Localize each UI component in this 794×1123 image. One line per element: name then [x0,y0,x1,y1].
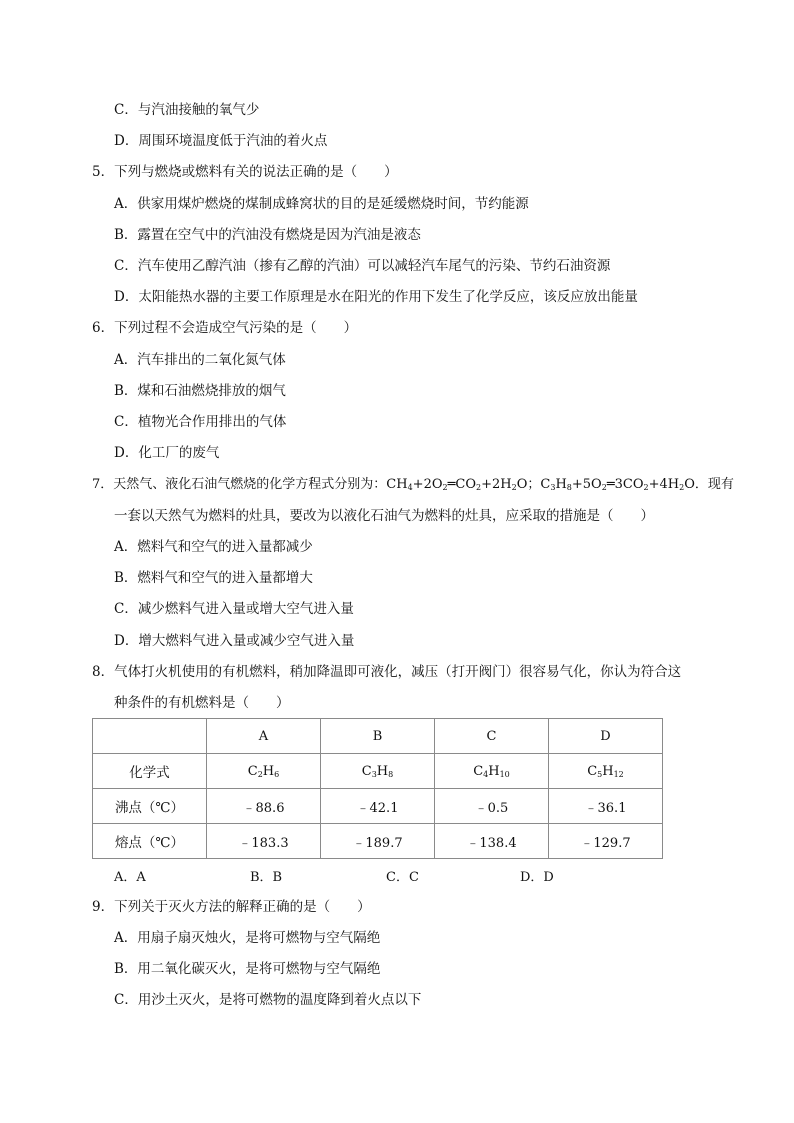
formula-d: $C_5H_{12}$ [549,754,663,789]
q5-option-d: D．太阳能热水器的主要工作原理是水在阳光的作用下发生了化学反应，该反应放出能量 [114,289,638,305]
row-label-formula: 化学式 [93,754,207,789]
q8-choice-d: D．D [520,870,554,885]
q8-choice-c: C．C [386,870,419,885]
q9-stem: 9．下列关于灭火方法的解释正确的是（ ） [92,899,371,915]
q8-choice-b: B．B [250,870,283,885]
q7-equation-methane: $CH_4+2O_2═CO_2+2H_2O$； [386,477,541,492]
melting-point-c: ﹣138.4 [435,824,549,859]
row-label-boiling-point: 沸点（℃） [93,789,207,824]
q6-option-c: C．植物光合作用排出的气体 [114,414,287,430]
boiling-point-d: ﹣36.1 [549,789,663,824]
q9-option-c: C．用沙土灭火，是将可燃物的温度降到着火点以下 [114,992,422,1008]
q5-stem: 5．下列与燃烧或燃料有关的说法正确的是（ ） [92,164,398,180]
melting-point-d: ﹣129.7 [549,824,663,859]
table-row-formula [93,754,663,789]
row-label-melting-point: 熔点（℃） [93,824,207,859]
boiling-point-c: ﹣0.5 [435,789,549,824]
q7-option-a: A．燃料气和空气的进入量都减少 [114,539,313,555]
q9-option-b: B．用二氧化碳灭火，是将可燃物与空气隔绝 [114,961,381,977]
table-header-b: B [321,719,435,754]
table-row-melting-point [93,824,663,859]
q8-data-table [92,718,663,859]
boiling-point-a: ﹣88.6 [207,789,321,824]
melting-point-a: ﹣183.3 [207,824,321,859]
q5-option-a: A．供家用煤炉燃烧的煤制成蜂窝状的目的是延缓燃烧时间，节约能源 [114,196,529,212]
q8-stem: 8．气体打火机使用的有机燃料，稍加降温即可液化，减压（打开阀门）很容易气化，你认为符合这 [92,664,682,680]
q7-option-c: C．减少燃料气进入量或增大空气进入量 [114,601,354,617]
q6-option-b: B．煤和石油燃烧排放的烟气 [114,383,286,399]
table-corner-cell [93,719,207,754]
q7-stem-text: 7．天然气、液化石油气燃烧的化学方程式分别为： [92,477,387,492]
table-header-a: A [207,719,321,754]
q6-stem: 6．下列过程不会造成空气污染的是（ ） [92,320,358,336]
q5-option-b: B．露置在空气中的汽油没有燃烧是因为汽油是液态 [114,227,421,243]
q7-option-b: B．燃料气和空气的进入量都增大 [114,570,313,586]
table-row-boiling-point [93,789,663,824]
boiling-point-b: ﹣42.1 [321,789,435,824]
q6-option-a: A．汽车排出的二氧化氮气体 [114,352,286,368]
formula-c: $C_4H_{10}$ [435,754,549,789]
q7-stem-line2: 一套以天然气为燃料的灶具，要改为以液化石油气为燃料的灶具，应采取的措施是（ ） [114,508,654,524]
q5-option-c: C．汽车使用乙醇汽油（掺有乙醇的汽油）可以减轻汽车尾气的污染、节约石油资源 [114,258,611,274]
formula-b: $C_3H_8$ [321,754,435,789]
q4-option-c: C．与汽油接触的氧气少 [114,102,260,118]
q7-option-d: D．增大燃料气进入量或减少空气进入量 [114,633,355,649]
q7-equation-propane: $C_3H_8+5O_2═3CO_2+4H_2O$．现有 [540,477,734,492]
table-header-d: D [549,719,663,754]
q6-option-d: D．化工厂的废气 [114,445,220,461]
table-header-c: C [435,719,549,754]
q7-stem [92,476,734,494]
table-header-row [93,719,663,754]
formula-a: $C_2H_6$ [207,754,321,789]
q4-option-d: D．周围环境温度低于汽油的着火点 [114,133,328,149]
melting-point-b: ﹣189.7 [321,824,435,859]
q8-stem-line2: 种条件的有机燃料是（ ） [114,695,290,711]
q8-choice-a: A．A [114,870,146,885]
q9-option-a: A．用扇子扇灭烛火，是将可燃物与空气隔绝 [114,930,381,946]
